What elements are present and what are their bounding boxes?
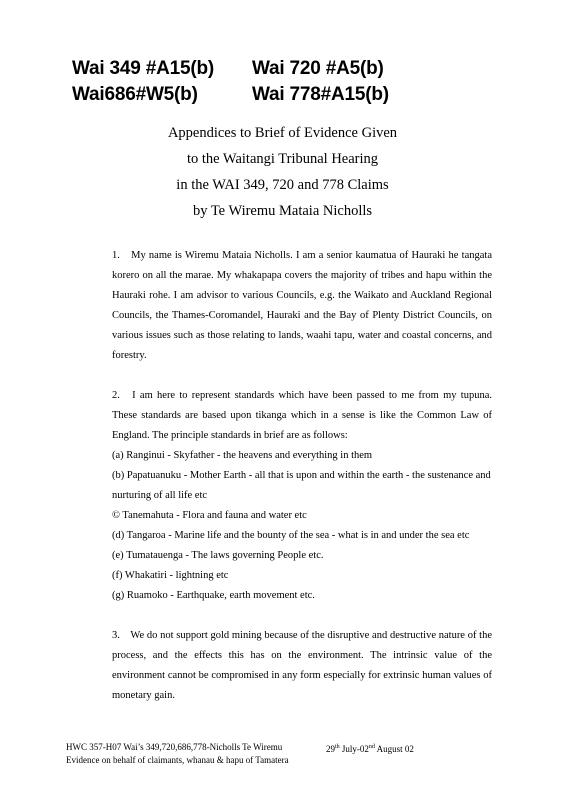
standards-list <box>112 446 492 606</box>
footer-evidence-note: Evidence on behalf of claimants, whanau & hapu of Tamatera <box>66 755 289 765</box>
list-item: © Tanemahuta - Flora and fauna and water etc <box>112 510 307 521</box>
document-body <box>112 246 492 706</box>
header-references <box>72 56 512 108</box>
page-footer <box>66 742 506 766</box>
list-item: (a) Ranginui - Skyfather - the heavens and everything in them <box>112 450 373 461</box>
paragraph-text: I am here to represent standards which have been passed to me from my tupuna. These standards are based upon tikanga which in a sense is like the Common Law of England. The principle standards in brief are as follows: <box>112 390 493 441</box>
paragraph-number: 2. <box>112 390 120 401</box>
header-row <box>72 56 512 82</box>
document-title <box>72 120 493 224</box>
paragraph-3 <box>112 626 492 706</box>
paragraph-1 <box>112 246 492 366</box>
footer-date: 29th July-02nd August 02 <box>326 744 414 754</box>
header-row <box>72 82 512 108</box>
list-item: (b) Papatuanuku - Mother Earth - all that is upon and within the earth - the sustenance and nurturing of all life etc <box>112 470 491 501</box>
title-line: by Te Wiremu Mataia Nicholls <box>192 203 373 219</box>
list-item: (f) Whakatiri - lightning etc <box>112 570 229 581</box>
claim-reference: Wai 349 #A15(b) <box>72 58 215 79</box>
title-line: to the Waitangi Tribunal Hearing <box>186 151 379 167</box>
list-item: (d) Tangaroa - Marine life and the bounty of the sea - what is in and under the sea etc <box>112 530 470 541</box>
claim-reference: Wai 720 #A5(b) <box>252 58 384 79</box>
paragraph-text: We do not support gold mining because of the disruptive and destructive nature of the process, and the effects this has on the environment. The intrinsic value of the environment cannot be compromised in any form especially for extrinsic human values of monetary gain. <box>112 630 492 701</box>
title-line: Appendices to Brief of Evidence Given <box>167 125 398 141</box>
paragraph-number: 1. <box>112 250 120 261</box>
claim-reference: Wai 778#A15(b) <box>252 84 389 105</box>
title-line: in the WAI 349, 720 and 778 Claims <box>176 177 389 193</box>
paragraph-2 <box>112 386 492 446</box>
claim-reference: Wai686#W5(b) <box>72 84 198 105</box>
list-item: (g) Ruamoko - Earthquake, earth movement etc. <box>112 590 315 601</box>
paragraph-number: 3. <box>112 630 120 641</box>
paragraph-text: My name is Wiremu Mataia Nicholls. I am a senior kaumatua of Hauraki he tangata korero on all the marae. My whakapapa covers the majority of tribes and hapu within the Hauraki rohe. I am advisor to various Councils, e.g. the Waikato and Auckland Regional Councils, the Thames-Coromandel, Hauraki and the Bay of Plenty District Councils, on various issues such as those relating to lands, waahi tapu, water and coastal concerns, and forestry. <box>112 250 493 361</box>
list-item: (e) Tumatauenga - The laws governing People etc. <box>112 550 324 561</box>
footer-reference: HWC 357-H07 Wai’s 349,720,686,778-Nicholls Te Wiremu <box>66 742 283 752</box>
